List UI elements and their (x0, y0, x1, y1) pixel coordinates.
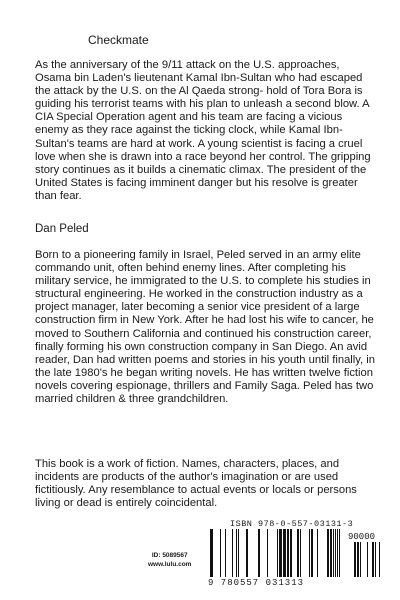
disclaimer-paragraph: This book is a work of fiction. Names, characters, places, and incidents are products of the author's imagination or are used fictitiously. Any resemblance to actual events or locals or persons living or dead is entirely coincidental. (35, 458, 357, 510)
lulu-site: www.lulu.com (148, 561, 192, 568)
barcode-bar (357, 542, 359, 577)
barcode-bar (360, 542, 361, 577)
barcode-bar (225, 529, 226, 577)
barcode-bar (335, 529, 336, 577)
lulu-id: ID: 5089567 (151, 552, 188, 559)
barcode-bar (210, 529, 213, 577)
barcode-bar (375, 542, 376, 577)
barcode-bar (283, 529, 286, 577)
barcode-bar (297, 529, 299, 577)
barcode-bar (330, 529, 332, 577)
barcode-digits: 9 780557 031313 (208, 578, 305, 588)
book-title: Checkmate (88, 33, 149, 47)
barcode-bar (236, 529, 237, 577)
barcode-bar (279, 529, 282, 577)
barcode-bar (379, 542, 380, 577)
barcode-bar (246, 529, 248, 577)
price-code: 90000 (348, 532, 376, 542)
barcode-bar (309, 529, 310, 577)
barcode-bar (220, 529, 221, 577)
barcode-bar (333, 529, 334, 577)
barcode-bar (339, 529, 340, 577)
isbn-barcode (210, 529, 340, 577)
barcode-bar (258, 529, 260, 577)
author-name: Dan Peled (35, 223, 89, 235)
barcode-bar (367, 542, 368, 577)
author-bio-paragraph: Born to a pioneering family in Israel, Peled served in an army elite commando unit, often behind enemy lines. After completing his military service, he immigrated to the U.S. to complete his studies in structural engineering. He worked in the construction industry as a project manager, later becoming a senior vice president of a large construction firm in New York. After he had lost his wife to cancer, he moved to Southern California and continued his construction career, finally forming his own construction company in San Diego. An avid reader, Dan had written poems and stories in his youth until finally, in the late 1980's he began writing novels. He has written twelve fiction novels covering espionage, thrillers and Family Saga. Peled has two married children & three grandchildren. (35, 249, 375, 406)
barcode-bar (287, 529, 289, 577)
barcode-bar (232, 529, 233, 577)
barcode-bar (267, 529, 268, 577)
lulu-logo-block (148, 551, 191, 569)
barcode-bar (372, 542, 374, 577)
barcode-bar (311, 529, 313, 577)
barcode-bar (277, 529, 278, 577)
barcode-bar (290, 529, 292, 577)
isbn-label: ISBN 978-0-557-03131-3 (230, 519, 354, 529)
barcode-bar (300, 529, 301, 577)
barcode-bar (327, 529, 329, 577)
price-barcode (345, 542, 381, 577)
barcode-bar (354, 542, 356, 577)
synopsis-paragraph: As the anniversary of the 9/11 attack on the U.S. approaches, Osama bin Laden's lieutenant Kamal Ibn-Sultan who had escaped the attack by the U.S. on the Al Qaeda strong- hold of Tora Bora is guiding his terrorist teams with his plan to unleash a second blow. A CIA Special Operation agent and his team are facing a vicious enemy as they race against the ticking clock, while Kamal Ibn-Sultan's teams are hard at work. A young scientist is facing a cruel love when she is drawn into a race beyond her control. The gripping story continues as it builds a cinematic climax. The president of the United States is facing imminent danger but his resolve is greater than fear. (35, 59, 371, 202)
barcode-bar (238, 529, 239, 577)
barcode-bar (337, 529, 338, 577)
barcode-bar (317, 529, 318, 577)
